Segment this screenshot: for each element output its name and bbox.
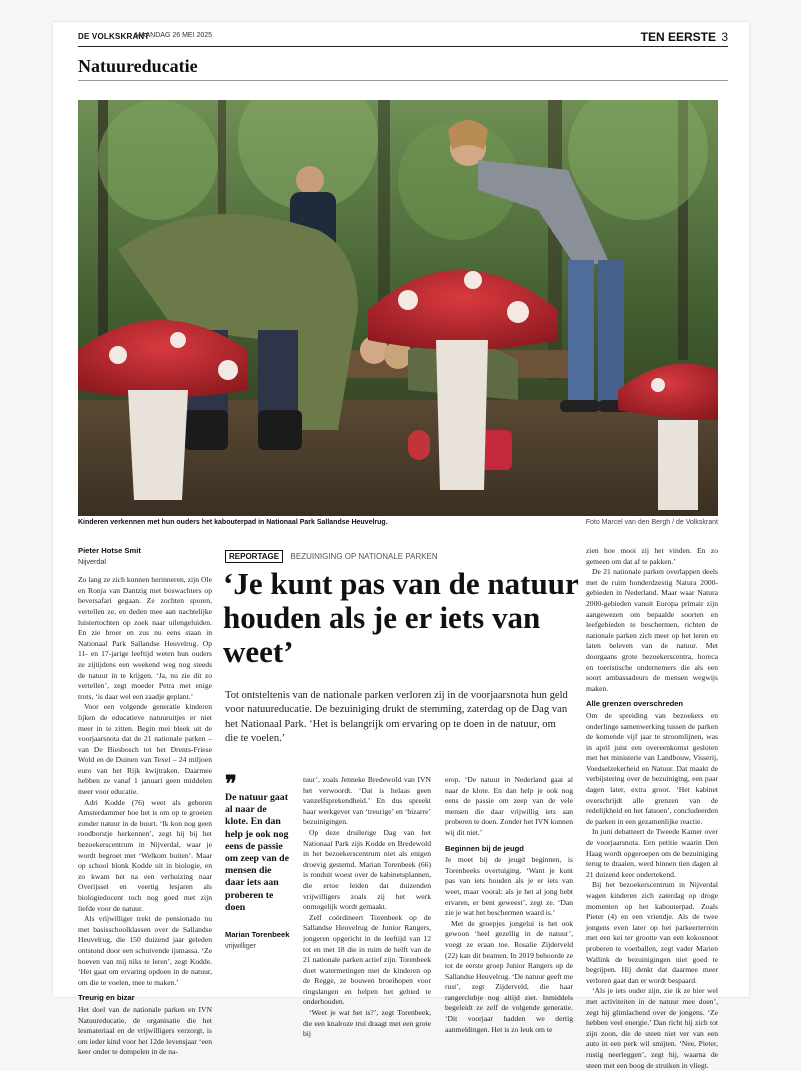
article-photo	[78, 100, 718, 516]
photo-credit: Foto Marcel van den Bergh / de Volkskrant	[585, 519, 718, 526]
subheading: Treurig en bizar	[78, 993, 135, 1003]
paragraph: erop. ‘De natuur in Nederland gaat al naar de klote. En dan help je ook nog eens de passie om zeep van de vele mensen die daar vrijwillig iets aan proberen te doen. Zonder het IVN kunnen wij dit niet.’	[445, 775, 573, 837]
paragraph: De 21 nationale parken overlappen deels met de ruim honderdzestig Natura 2000-gebieden in Nederland. Maar waar Natura 2000-gebieden vanuit Europa primair zijn aangewezen om bepaalde soorten en leefgebieden te beschermen, richten de nationale parken zich meer op het leren en laten beleven van de natuur. Met doorgaans grote bezoekerscentra, horeca en toeristische ondernemers die als een soort ambassadeurs de mensen wegwijs maken.	[586, 567, 718, 693]
paragraph: ‘Als je iets ouder zijn, zie ik ze hier wel met activiteiten in de natuur mee doen’, zegt hij glimlachend over de jongens. ‘Ze hebben veel energie.’ Dan richt hij zich tot zijn zoon, die de steen niet ver van een auto in een perk wil smijten. ‘Nee, Pieter, rustig neerleggen’, zegt hij, waarna de steen met een boog de struiken in vliegt.	[586, 986, 718, 1070]
issue-date: MAANDAG 26 MEI 2025	[135, 32, 213, 39]
photo-caption: Kinderen verkennen met hun ouders het kabouterpad in Nationaal Park Sallandse Heuvelrug.	[78, 519, 388, 526]
paragraph: tuur’, zoals Jenneke Bredewold van IVN het verwoordt. ‘Dat is helaas geen vanzelfsprekendheid.’ En dus spreekt haar werkgever van ‘treurige’ en ‘bizarre’ bezuinigingen.	[303, 775, 431, 827]
paragraph: Voor een volgende generatie kinderen lijken de educatieve natuuruitjes er niet meer in te zitten. Begin mei bleek uit de voorjaarsnota dat de 21 nationale parken – van De Biesbosch tot het Drents-Friese Wold en de Duinen van Texel – 24 miljoen euro van het Rijk kwijtraken. Daarmee hebben ze vanaf 1 januari geen middelen meer voor educatie.	[78, 702, 212, 797]
masthead	[78, 32, 728, 47]
paragraph: Adri Kodde (76) weet als geboren Amsterdammer hoe het is om op te groeien zonder natuur in de buurt. ‘Ik kon nog geen roodborstje herkennen’, zegt hij bij het bezoekerscentrum in Nijverdal, waar je wordt begroet met ‘Welkom buiten’. Maar op school blonk Kodde uit in biologie, en zo kwam het na een verhuizing naar Overijssel en veertig lesjaren als biologiedocent toch nog goed met zijn liefde voor de natuur.	[78, 797, 212, 913]
paragraph: In juni debatteert de Tweede Kamer over de voorjaarsnota. Een petitie waarin Den Haag wordt opgeroepen om de bezuiniging terug te draaien, werd binnen tien dagen al 21 duizend keer ondertekend.	[586, 827, 718, 879]
forest-mushroom-illustration	[78, 100, 718, 516]
paragraph: Bij het bezoekerscentrum in Nijverdal wagen kinderen zich zaterdag op droge momenten op het kabouterpad. Zoals Pieter (4) en een vriendje. Als de twee jongens even later op het parkeerterrein met een kei ter grootte van een kokosnoot proberen te voetballen, zegt vader Marien Wallink de bezuinigingen niet goed te begrijpen. Hij denkt dat daarmee meer verloren gaat dan er wordt bespaard.	[586, 880, 718, 985]
section-divider	[78, 80, 728, 81]
article-column-3	[303, 775, 431, 1040]
pull-quote-author: Marian Torenbeek	[225, 930, 290, 939]
paragraph: Om de spreiding van bezoekers en onderlinge samenwerking tussen de parken de komende vijf jaar te stroomlijnen, was in april juist een overeenkomst gesloten met het ministerie van Landbouw, Visserij, Voedselzekerheid en Natuur. Dat maakt de verbijstering over de bezuiniging, een paar dagen later, extra groot. ‘Het kabinet overschrijdt alle grenzen van de redelijkheid en het fatsoen’, concludeerden de parken in een gezamenlijke reactie.	[586, 710, 718, 826]
paragraph: Met de groepjes jongelui is het ook gewoon ‘heel gezellig in de natuur’, voegt ze eraan toe. Rosalie Zijderveld (22) kan dit beamen. In 2019 behoorde ze tot de eerste groep Junior Rangers op de Sallandse Heuvelrug. ‘De natuur geeft me rust’, zegt Zijderveld, die haar rangerclubje nog altijd ziet. Inmiddels begeleidt ze zelf de volgende generatie. ‘Dit voorjaar hadden we dertig aanmeldingen. Het is zo leuk om te	[445, 918, 573, 1034]
pull-quote: De natuur gaat al naar de klote. En dan help je ook nog eens de passie om zeep van de mensen die daar iets aan proberen te doen	[225, 792, 289, 913]
lead-paragraph: Tot ontsteltenis van de nationale parken verloren zij in de voorjaarsnota hun geld voor natuureducatie. De bezuiniging drukt de stemming, zaterdag op de Dag van het Nationaal Park. ‘Het is belangrijk om ervaring op te doen in de natuur, om die te voelen.’	[225, 690, 568, 745]
article-column-1	[78, 546, 212, 1058]
subheading: Beginnen bij de jeugd	[445, 843, 524, 853]
paragraph: Op deze druilerige Dag van het Nationaal Park zijn Kodde en Bredewold in het bezoekerscentrum niet als enigen droevig gestemd. Marian Torenbeek (66) is ronduit woest over de kabinetsplannen, die ertoe leiden dat duizenden vrijwilligers zoals zij het werk onmogelijk wordt gemaakt.	[303, 827, 431, 912]
paragraph: Je moet bij de jeugd beginnen, is Torenbeeks overtuiging. ‘Want je kunt pas van iets houden als je er iets van weet, maar vooral: als je het al jong hebt ervaren, er bent geweest’, zegt ze. ‘Dan zie je wat het beschermen waard is.’	[445, 855, 573, 918]
article-kicker	[225, 546, 438, 560]
paragraph: Zo lang ze zich kunnen herinneren, zijn Ole en Ronja van Dantzig met boswachters op beversafari gegaan. Ze zochten sporen, vertellen ze, en deden mee aan nachtelijke luistertochten op zoek naar uilengeluiden. En zie broer en zus nu eens staan in Nationaal Park Sallandse Heuvelrug. Op 11- en 17-jarige leeftijd weten hun ouders ze zijtijdens een weekend weg nog steeds de natuur in te krijgen. ‘Ja, nu zie dit zo vertellen’, zegt moeder Petra met enige trots, ‘is daar wel een zaadje geplant.’	[78, 575, 212, 701]
paragraph: Zelf coördineert Torenbeek op de Sallandse Heuvelrug de Junior Rangers, jongeren opgericht in de leeftijd van 12 tot en met 18 die in ruim de helft van de 21 nationale parken actief zijn. Torenbeek doet watermetingen met de kinderen op de Regge, ze bouwen broeihopen voor ringslangen en helpen het gebied te onderhouden.	[303, 912, 431, 1007]
subheading: Alle grenzen overschreden	[586, 699, 684, 709]
paper-name: DE VOLKSKRANT	[78, 32, 150, 41]
kicker-label: REPORTAGE	[225, 550, 283, 563]
article-column-5	[586, 546, 718, 1071]
paragraph: Het doel van de nationale parken en IVN Natuureducatie, de organisatie die het lesmateriaal en de vrijwilligers verzorgt, is om ieder kind voor het 12de levensjaar ‘een keer onder te dompelen in de na-	[78, 1004, 212, 1057]
paragraph: ‘Weet je wat het is?’, zegt Torenbeek, die een knalroze trui draagt met een grote bij	[303, 1008, 431, 1039]
kicker-topic: BEZUINIGING OP NATIONALE PARKEN	[290, 552, 438, 561]
byline-location: Nijverdal	[78, 556, 106, 566]
headline: ‘Je kunt pas van de natuur houden als je er iets van weet’	[223, 566, 579, 669]
newspaper-page	[53, 22, 749, 1070]
article-column-4	[445, 775, 573, 1035]
paragraph: Als vrijwilliger trekt de pensionado nu met basisschoolklassen over de Sallandse Heuvelrug, die 150 duizend jaar geleden ontstond door een schuivende ijsmassa. ‘Ze hoeven van mij niks te leren’, zegt Kodde. ‘Het gaat om ervaring opdoen in de natuur, om die te voelen, mee te maken.’	[78, 914, 212, 987]
section-title: Natuureducatie	[78, 56, 198, 76]
pull-quote-role: vrijwilliger	[225, 941, 257, 950]
quote-mark-icon: ❞	[225, 771, 237, 796]
page-number: 3	[721, 30, 728, 44]
paragraph: zien hoe mooi zij het vinden. En zo gemeen om dat af te pakken.’	[586, 546, 718, 566]
section-label: TEN EERSTE	[640, 30, 716, 44]
byline-author: Pieter Hotse Smit	[78, 546, 141, 555]
